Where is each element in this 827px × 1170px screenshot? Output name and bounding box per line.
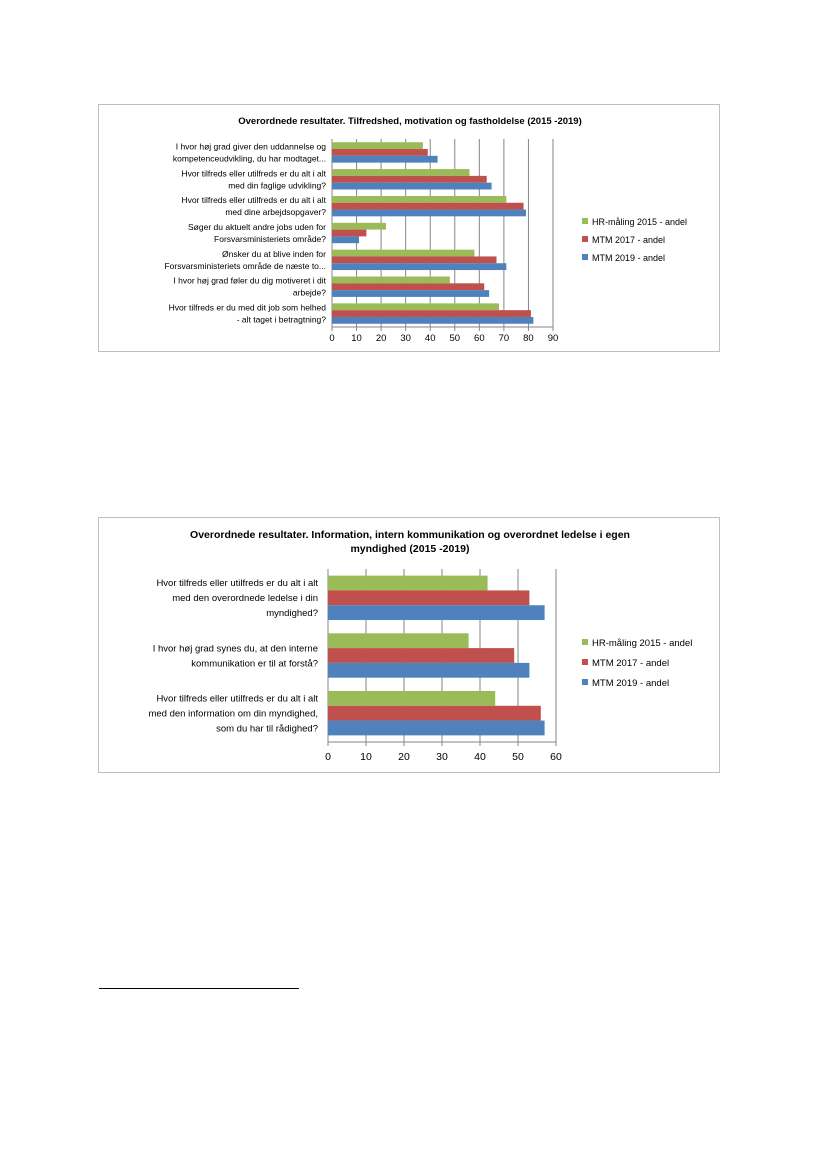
bar-hr-m-ling-2015-andel [332,142,423,149]
legend-label: HR-måling 2015 - andel [592,217,688,227]
category-label: Hvor tilfreds er du med dit job som helhed - alt taget i betragtning? [168,302,326,325]
x-tick-label: 10 [360,751,372,763]
legend-swatch [582,639,588,645]
bar-mtm-2017-andel [332,149,428,156]
x-tick-label: 50 [512,751,524,763]
bar-mtm-2017-andel [328,706,541,721]
legend-swatch [582,218,588,224]
legend-swatch [582,254,588,260]
footnote-separator [99,988,299,989]
bar-mtm-2017-andel [332,230,366,237]
bar-hr-m-ling-2015-andel [332,250,474,257]
x-tick-label: 40 [424,333,436,344]
bar-mtm-2017-andel [332,203,524,210]
category-label: I hvor høj grad føler du dig motiveret i dit arbejde? [173,275,326,298]
legend-swatch [582,236,588,242]
bar-mtm-2019-andel [328,721,545,736]
x-tick-label: 20 [398,751,410,763]
category-label: Hvor tilfreds eller utilfreds er du alt i alt med din faglige udvikling? [181,168,326,191]
x-tick-label: 70 [498,333,510,344]
bar-hr-m-ling-2015-andel [332,223,386,230]
bar-mtm-2017-andel [332,256,497,263]
bar-mtm-2019-andel [332,263,506,270]
x-tick-label: 90 [547,333,559,344]
chart-information-communication-svg [99,518,721,774]
bar-mtm-2017-andel [332,176,487,183]
legend-label: MTM 2019 - andel [592,678,670,689]
x-tick-label: 0 [329,333,335,344]
x-tick-label: 30 [400,333,411,344]
category-label: Hvor tilfreds eller utilfreds er du alt i alt med den overordnede ledelse i din myndighed? [156,578,318,620]
legend-label: MTM 2017 - andel [592,658,670,669]
chart-information-communication [98,517,720,773]
category-label: I hvor høj grad synes du, at den interne kommunikation er til at forstå? [152,643,318,670]
legend-label: HR-måling 2015 - andel [592,638,693,649]
x-tick-label: 30 [436,751,448,763]
legend-label: MTM 2019 - andel [592,253,666,263]
x-tick-label: 50 [449,333,461,344]
bar-mtm-2019-andel [332,183,492,190]
x-tick-label: 20 [375,333,387,344]
bar-mtm-2019-andel [332,236,359,243]
category-label: Ønsker du at blive inden for Forsvarsministeriets område de næste to... [164,248,326,271]
legend-swatch [582,679,588,685]
x-tick-label: 10 [351,333,362,344]
legend-swatch [582,659,588,665]
chart-title: Overordnede resultater. Tilfredshed, motivation og fastholdelse (2015 -2019) [238,116,582,127]
bar-hr-m-ling-2015-andel [332,196,506,203]
x-tick-label: 0 [325,751,331,763]
bar-hr-m-ling-2015-andel [328,691,495,706]
bar-mtm-2017-andel [328,590,529,605]
bar-mtm-2019-andel [332,317,533,324]
category-label: Hvor tilfreds eller utilfreds er du alt i alt med den information om din myndighed, som du har til rådighed? [148,693,318,735]
bar-mtm-2017-andel [328,648,514,663]
chart-satisfaction-motivation-svg [99,105,721,353]
bar-hr-m-ling-2015-andel [332,303,499,310]
bar-hr-m-ling-2015-andel [332,169,470,176]
chart-title: Overordnede resultater. Information, intern kommunikation og overordnet ledelse i egen [190,529,630,541]
bar-mtm-2019-andel [332,156,438,163]
bar-mtm-2017-andel [332,310,531,317]
legend-label: MTM 2017 - andel [592,235,666,245]
x-tick-label: 40 [474,751,486,763]
bar-mtm-2017-andel [332,283,484,290]
bar-hr-m-ling-2015-andel [328,633,469,648]
bar-hr-m-ling-2015-andel [332,277,450,284]
bar-mtm-2019-andel [328,663,529,678]
bar-hr-m-ling-2015-andel [328,576,488,591]
category-label: Søger du aktuelt andre jobs uden for Forsvarsministeriets område? [188,221,326,244]
chart-satisfaction-motivation [98,104,720,352]
chart-title: myndighed (2015 -2019) [350,543,470,555]
bar-mtm-2019-andel [328,605,545,620]
bar-mtm-2019-andel [332,290,489,297]
x-tick-label: 60 [550,751,562,763]
category-label: I hvor høj grad giver den uddannelse og kompetenceudvikling, du har modtaget... [172,141,326,164]
x-tick-label: 60 [474,333,485,344]
bar-mtm-2019-andel [332,210,526,217]
x-tick-label: 80 [523,333,534,344]
category-label: Hvor tilfreds eller utilfreds er du alt i alt med dine arbejdsopgaver? [181,195,326,218]
